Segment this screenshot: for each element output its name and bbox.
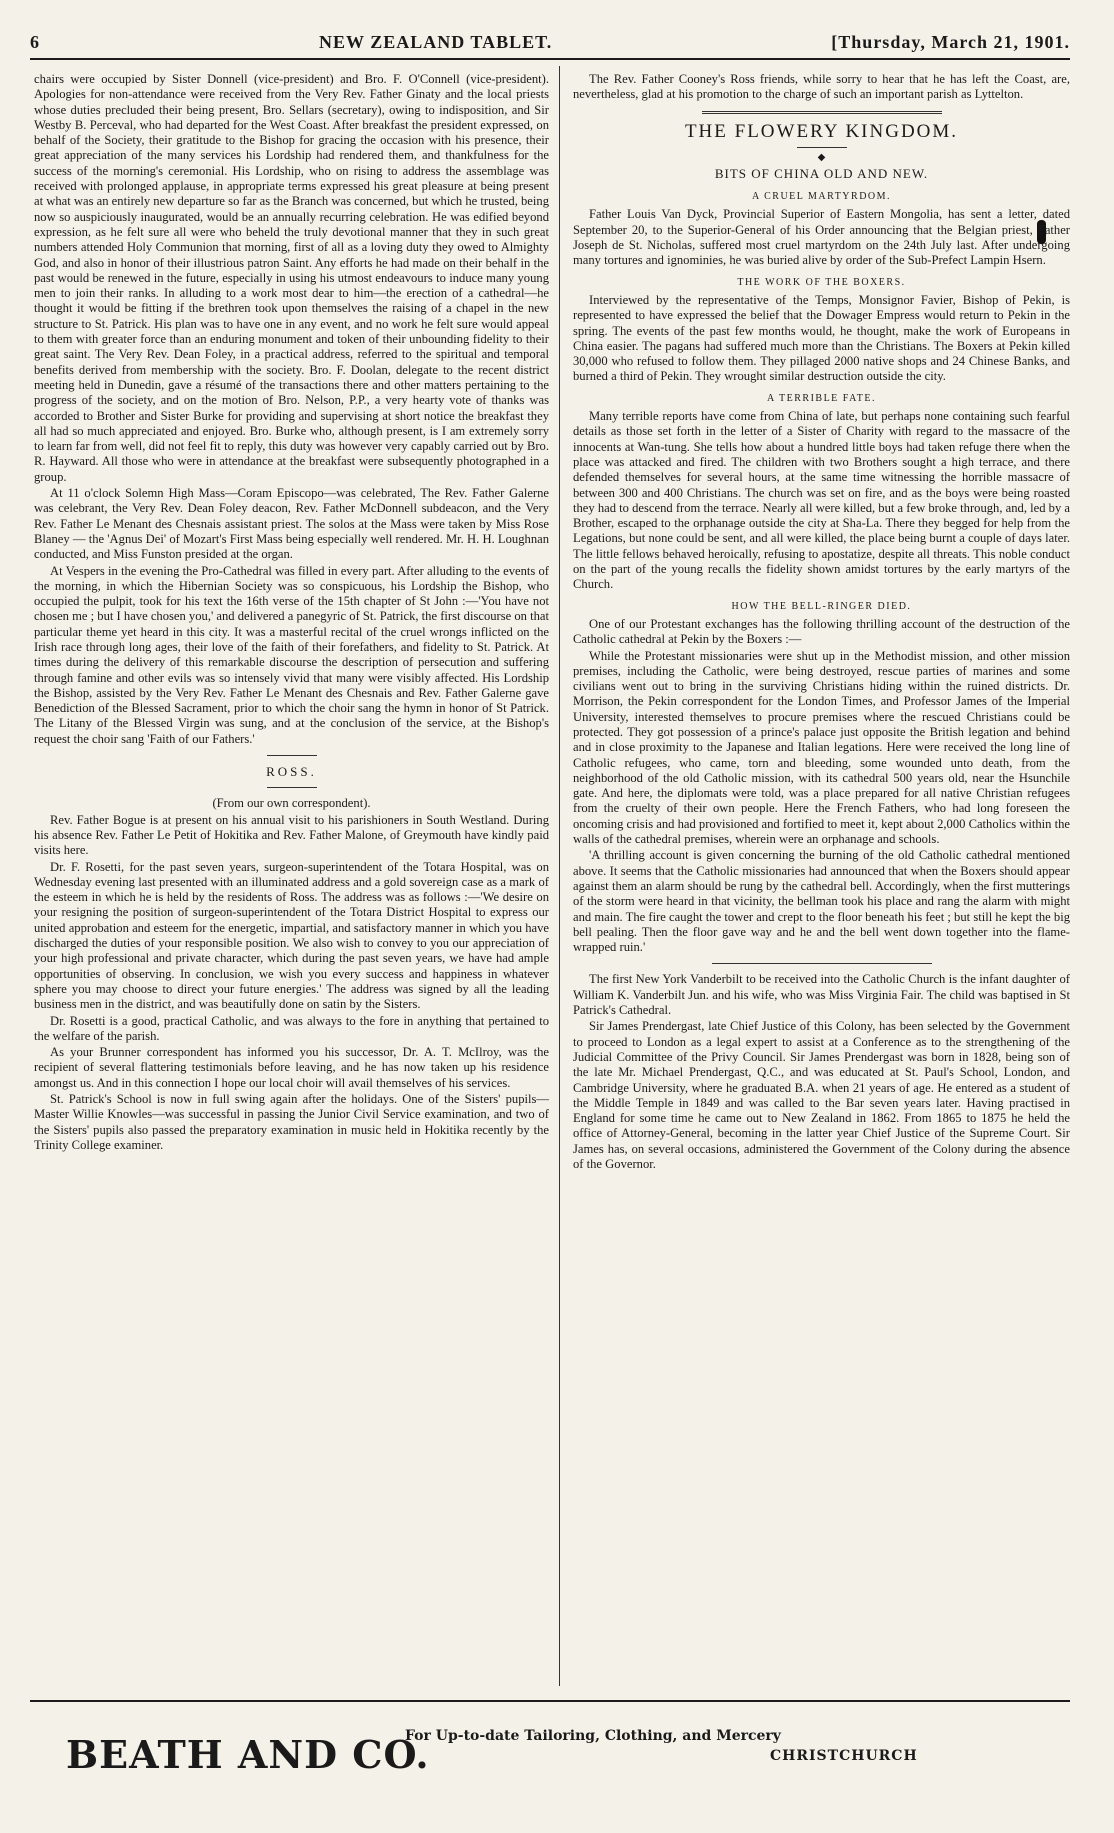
feature-title: THE FLOWERY KINGDOM. bbox=[684, 120, 959, 142]
article-paragraph: Sir James Prendergast, late Chief Justice of this Colony, has been selected by the Government to proceed to London as a legal expert to assist at a Conference as to the strengthening of the Judicial Committee of the Privy Council. Sir James Prendergast was born in 1828, being son of the late Mr. Michael Prendergast, Q.C., and was educated at St. Paul's School, London, and Cambridge University, where he graduated B.A. when 21 years of age. He entered as a student of the Middle Temple in 1849 and was called to the Bar seven years later. Having practised in England for some time he came out to New Zealand in 1862. From 1865 to 1875 he held the office of Attorney-General, becoming in the latter year Chief Justice of the Supreme Court. Sir James has, on several occasions, administered the Government of the Colony during the absence of the Governor. bbox=[573, 1019, 1070, 1171]
article-paragraph: The first New York Vanderbilt to be received into the Catholic Church is the infant daughter of William K. Vanderbilt Jun. and his wife, who was Miss Virginia Fair. The child was baptised in St Patrick's Cathedral. bbox=[573, 972, 1070, 1018]
section-heading: A TERRIBLE FATE. bbox=[767, 392, 876, 404]
article-paragraph: Interviewed by the representative of the Temps, Monsignor Favier, Bishop of Pekin, is represented to have expressed the belief that the Dowager Empress would return to Pekin in the spring. The events of the past few months would, he thought, make the work of Europeans in China easier. The pagans had suffered much more than the Christians. The Boxers at Pekin killed 30,000 who refused to follow them. They pillaged 2000 native shops and 24 Chinese Banks, and burned a third of Pekin. They wrought similar destruction outside the city. bbox=[573, 292, 1070, 384]
feature-subtitle: BITS OF CHINA OLD AND NEW. bbox=[714, 165, 929, 181]
article-paragraph: Father Louis Van Dyck, Provincial Superior of Eastern Mongolia, has sent a letter, dated September 20, to the Superior-General of his Order announcing that the Belgian priest, Father Joseph de St. Nicholas, suffered most cruel martyrdom on the 24th July last. After undergoing many tortures and ignominies, he was buried alive by order of the Sub-Prefect Lampin Hsern. bbox=[573, 207, 1070, 268]
footer-advertisement bbox=[30, 1708, 1070, 1778]
article-paragraph: While the Protestant missionaries were shut up in the Methodist mission, and other mission premises, including the Catholic, were being destroyed, rescue parties of marines and some civilians went out to bring in the surviving Christians hiding within the ruined districts. Dr. Morrison, the Pekin correspondent for the London Times, and Professor James of the Imperial University, interested themselves to procure premises where the rescued Christians could be protected. They got possession of a prince's palace just opposite the British legation and behind and in close proximity to the Japanese and Italian legations. Here were received the long line of Catholic refugees, who came, torn and bleeding, some wounded unto death, from the neighborhood of the old Catholic mission, with its cathedral 500 years old, near the Hsunchile gate. And here, the diplomats were told, was a place prepared for all native Christian refugees from the cruelty of their own people. Here the French Fathers, who had long foreseen the oncoming crisis and had provisioned and fortified to meet it, kept about 2,000 Catholics within the walls of the cathedral premises, wherein were an orphanage and schools. bbox=[573, 648, 1071, 847]
right-column bbox=[573, 72, 1070, 1173]
section-rule bbox=[712, 963, 932, 964]
section-heading: THE WORK OF THE BOXERS. bbox=[737, 276, 906, 288]
ross-byline: (From our own correspondent). bbox=[212, 796, 371, 811]
article-paragraph: Many terrible reports have come from China of late, but perhaps none containing such fearful details as those set forth in the letter of a Sister of Charity with regard to the massacre of the innocents at Wan-tung. She tells how about a hundred little boys had taken refuge there when the place was attacked and fired. The children with two Brothers sought a high terrace, and there defended themselves for several hours, at the same time witnessing the horrible massacre of between 300 and 400 Christians. The church was set on fire, and as the boys were being roasted they had to descend from the terrace. Nearly all were killed, but a few broke through, and, led by a Brother, escaped to the orphanage outside the city at Sha-La. There they begged for help from the Legations, but none could be sent, and all were killed, the place being burnt a couple of days later. The little fellows behaved heroically, refusing to apostatize, despite all threats. This noble conduct on the part of the young recalls the fidelity shown amidst tortures by the early martyrs of the Church. bbox=[573, 409, 1070, 592]
page-header bbox=[30, 32, 1070, 60]
title-rule bbox=[797, 147, 847, 148]
section-heading: A CRUEL MARTYRDOM. bbox=[751, 191, 892, 203]
column-divider bbox=[559, 66, 560, 1686]
masthead: NEW ZEALAND TABLET. bbox=[319, 32, 553, 52]
section-rule bbox=[267, 787, 317, 788]
article-paragraph: At 11 o'clock Solemn High Mass—Coram Episcopo—was celebrated, The Rev. Father Galerne was celebrant, the Very Rev. Dean Foley deacon, Rev. Father McDonnell subdeacon, and the Very Rev. Father Le Menant des Chesnais assistant priest. The solos at the Mass were taken by Miss Rose Blaney — the 'Agnus Dei' of Mozart's First Mass being especially well rendered. Mr. H. H. Loughnan conducted, and Miss Funston presided at the organ. bbox=[34, 486, 549, 562]
header-rule bbox=[30, 58, 1070, 60]
section-rule bbox=[702, 111, 942, 114]
article-paragraph: St. Patrick's School is now in full swing again after the holidays. One of the Sisters' pupils—Master Willie Knowles—was successful in passing the Junior Civil Service examination, and two of the Sisters' pupils also passed the preparatory examination in music held in Hokitika recently by the Trinity College examiner. bbox=[34, 1092, 549, 1152]
advertiser-tagline: For Up-to-date Tailoring, Clothing, and Mercery bbox=[405, 1728, 781, 1744]
advertiser-name: BEATH AND CO. bbox=[66, 1732, 430, 1777]
issue-date: [Thursday, March 21, 1901. bbox=[831, 32, 1070, 52]
left-column bbox=[34, 72, 549, 1154]
article-paragraph: Dr. Rosetti is a good, practical Catholic, and was always to the fore in anything that pertained to the welfare of the parish. bbox=[34, 1013, 549, 1043]
ornament-diamond-icon: ◆ bbox=[817, 151, 826, 163]
article-paragraph: As your Brunner correspondent has informed you his successor, Dr. A. T. McIlroy, was the recipient of several flattering testimonials before leaving, and he has now taken up his residence amongst us. And in this connection I hope our local choir will avail themselves of his services. bbox=[34, 1045, 549, 1090]
section-rule bbox=[267, 755, 317, 756]
article-paragraph: The Rev. Father Cooney's Ross friends, while sorry to hear that he has left the Coast, are, nevertheless, glad at his promotion to the charge of such an important parish as Lyttelton. bbox=[573, 72, 1070, 102]
article-paragraph: At Vespers in the evening the Pro-Cathedral was filled in every part. After alluding to the events of the morning, in which the Hibernian Society was so conspicuous, his Lordship the Bishop, who occupied the pulpit, took for his text the 16th verse of the 15th chapter of St John :—'You have not chosen me ; but I have chosen you,' and delivered a panegyric of St. Patrick, the first discourse on that particular theme yet heard in this city. It was a masterful recital of the cruel wrongs inflicted on the Irish race through long ages, their love of the faith of their forefathers, and fidelity to St. Patrick. At times during the delivery of this remarkable discourse the description of persecution and suffering through famine and other evils was so intensely vivid that many were visibly affected. His Lordship the Bishop, assisted by the Very Rev. Father Le Menant des Chesnais and Rev. Father Galerne gave Benediction of the Blessed Sacrament, prior to which the choir sang the hymn in honor of St Patrick. The Litany of the Blessed Virgin was sung, and at the conclusion of the service, at the Bishop's request the choir sang 'Faith of our Fathers.' bbox=[34, 563, 549, 746]
article-paragraph: Rev. Father Bogue is at present on his annual visit to his parishioners in South Westland. During his absence Rev. Father Le Petit of Hokitika and Rev. Father Malone, of Greymouth have kindly paid visits here. bbox=[34, 812, 549, 858]
article-paragraph: One of our Protestant exchanges has the following thrilling account of the destruction of the Catholic cathedral at Pekin by the Boxers :— bbox=[573, 616, 1070, 647]
article-paragraph: chairs were occupied by Sister Donnell (vice-president) and Bro. F. O'Connell (vice-president). Apologies for non-attendance were received from the Very Rev. Father Ginaty and the local priests whose duties precluded their being present, Bro. Sellars (secretary), owing to indisposition, and Sir Westby B. Perceval, who had departed for the West Coast. After breakfast the president expressed, on behalf of the Society, their gratitude to the Bishop for gracing the occasion with his presence, their great appreciation of the many services his Lordship had rendered them, and thankfulness for the success of the morning's ceremonial. His Lordship, who on rising to address the assemblage was received with prolonged applause, in appropriate terms expressed his great pleasure at being present at what was an entirely new departure so far as the Branch was concerned, but which he trusted, being now so auspiciously inaugurated, would be an annually recurring celebration. He was edified beyond expression, as he felt sure all were who beheld the truly devotional manner that they in such great numbers attended Holy Communion that morning, first of all as a loving duty they owed to Almighty God, and also in honor of their illustrious patron Saint. Any efforts he had made on their behalf in the past would be renewed in the future, especially in using his utmost endeavours to induce many young men to join their ranks. In alluding to a work most dear to him—the erection of a cathedral—he thought it would be fitting if the brethren took upon themselves the raising of a chapel in the new structure to St. Patrick. His plan was to have one in any event, and no work he felt sure would appeal to them with greater force than an enduring monument and token of their unbounding fidelity to their great saint. The Very Rev. Dean Foley, in a practical address, referred to the spiritual and temporal benefits derived from membership with the society. Bro. F. Doolan, delegate to the recent district meeting held in Dunedin, gave a résumé of the transactions there and other matters pertaining to the progress of the society, and on the motion of Bro. Nelson, P.P., a very hearty vote of thanks was accorded to Brother and Sister Burke for providing and supervising at short notice the breakfast they all had so much appreciated and enjoyed. Bro. Burke who, although present, is I am extremely sorry to learn far from well, did not feel fit to reply, this duty was however very capably carried out by Bro. R. Hayward. All those who were in attendance at the breakfast were subsequently photographed in a group. bbox=[34, 72, 549, 484]
section-heading: HOW THE BELL-RINGER DIED. bbox=[731, 600, 912, 612]
ross-heading: ROSS. bbox=[266, 764, 317, 780]
advertiser-city: CHRISTCHURCH bbox=[770, 1748, 918, 1764]
article-paragraph: Dr. F. Rosetti, for the past seven years, surgeon-superintendent of the Totara Hospital, was on Wednesday evening last presented with an illuminated address and a gold sovereign case as a mark of the esteem in which he is held by the residents of Ross. The address was as follows :—'We desire on your resigning the position of surgeon-superintendent of the Totara District Hospital to express our united approbation and esteem for the energetic, impartial, and satisfactory manner in which you have discharged the duties of your responsible position. We also wish to convey to you our appreciation of your high professional and private character, which during the past seven years, we have had ample opportunities of observing. In conclusion, we wish you every success and happiness in whatever sphere you may choose to direct your future energies.' The address was signed by all the leading business men in the district, and was beautifully done on satin by the Sisters. bbox=[34, 859, 549, 1012]
footer-rule bbox=[30, 1700, 1070, 1702]
article-paragraph: 'A thrilling account is given concerning the burning of the old Catholic cathedral mentioned above. It seems that the Catholic missionaries had announced that when the Boxers should appear against them an alarm should be rung by the cathedral bell. Accordingly, when the first mutterings of the storm were heard in that vicinity, the bellman took his place and rang the alarm with might and main. The fire caught the tower and crept to the floor beneath his feet ; but still he kept the big bell pealing. Then the floor gave way and he and the bell went down together into the flame-wrapped ruin.' bbox=[573, 848, 1070, 955]
page-number: 6 bbox=[30, 32, 40, 52]
